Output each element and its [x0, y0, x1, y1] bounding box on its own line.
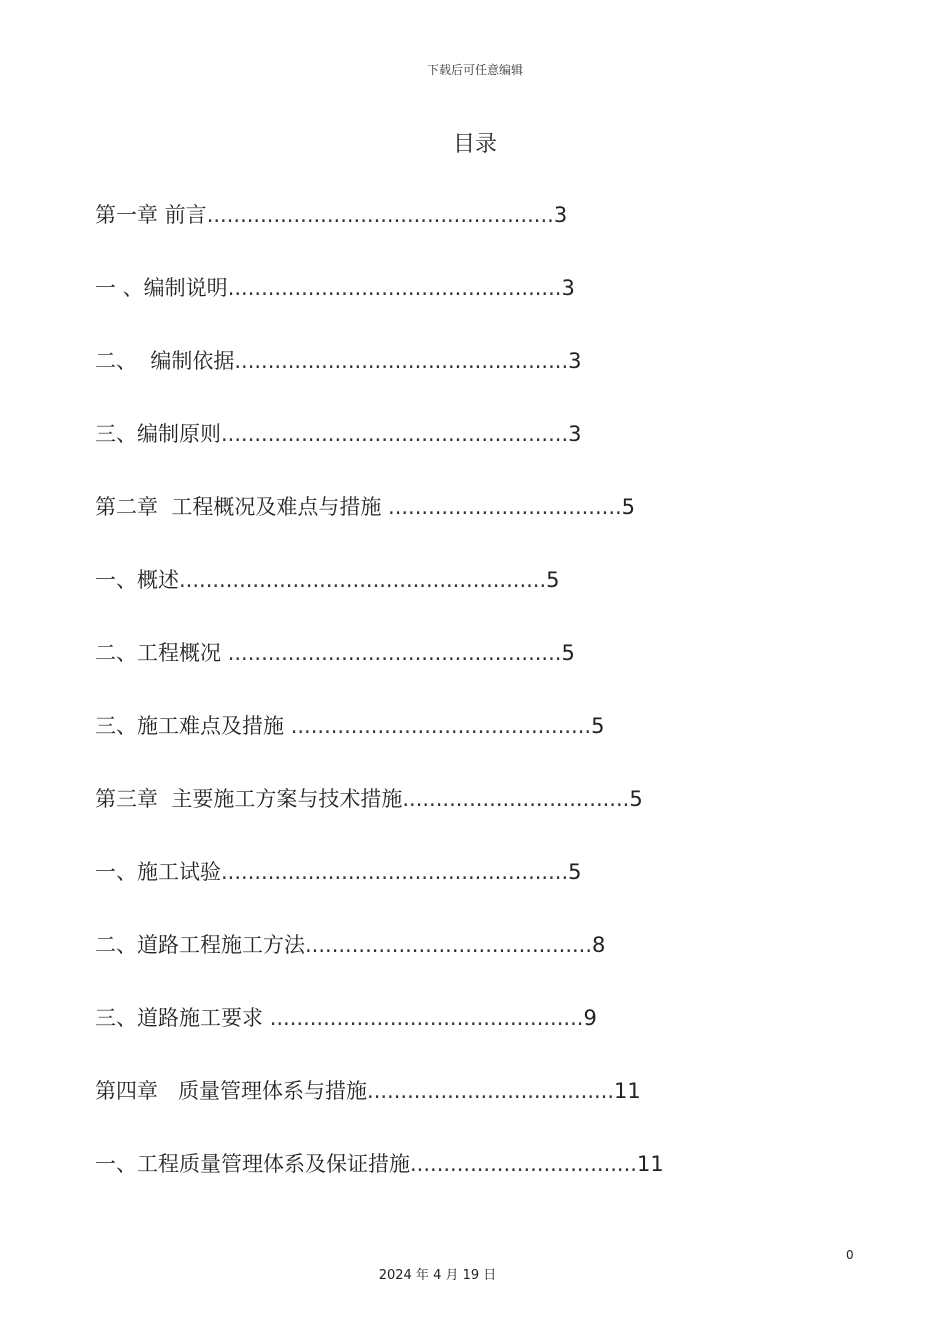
toc-leader-dots: ...................................	[388, 495, 622, 519]
toc-entry-text: 三、道路施工要求	[95, 1006, 270, 1030]
toc-page-number: 5	[546, 568, 560, 592]
toc-entry-text: 二、工程概况	[95, 641, 228, 665]
toc-page-number: 8	[592, 933, 606, 957]
toc-page-number: 3	[568, 422, 582, 446]
toc-entry-text: 一、工程质量管理体系及保证措施	[95, 1152, 410, 1176]
toc-entry-text: 一、概述	[95, 568, 179, 592]
toc-entry-text: 二、道路工程施工方法	[95, 933, 305, 957]
toc-entry-chapter-3[interactable]	[95, 780, 795, 853]
toc-entry-text: 三、施工难点及措施	[95, 714, 291, 738]
toc-page-number: 3	[553, 203, 568, 227]
toc-entry-3-2[interactable]	[95, 926, 795, 999]
toc-title: 目录	[452, 132, 497, 157]
toc-leader-dots: .............................................	[290, 714, 592, 738]
toc-leader-dots: ....................................................	[206, 203, 554, 227]
toc-entry-chapter-1[interactable]	[95, 196, 795, 269]
toc-leader-dots: .......................................................	[179, 568, 547, 592]
toc-entry-3-3[interactable]	[95, 999, 795, 1072]
toc-entry-text: 第一章 前言	[95, 203, 207, 227]
toc-page-number: 5	[629, 787, 643, 811]
toc-page-number: 3	[568, 349, 582, 373]
toc-page-number: 5	[568, 860, 582, 884]
toc-page-number: 3	[561, 276, 575, 300]
toc-entry-chapter-2[interactable]	[95, 488, 795, 561]
toc-page-number: 9	[583, 1006, 597, 1030]
toc-entry-2-1[interactable]	[95, 561, 795, 634]
toc-leader-dots: .....................................	[367, 1079, 615, 1103]
toc-entry-text: 第三章 主要施工方案与技术措施	[95, 787, 403, 811]
toc-entry-1-2[interactable]	[95, 342, 795, 415]
toc-entry-4-1[interactable]	[95, 1145, 795, 1218]
toc-entry-text: 第四章 质量管理体系与措施	[95, 1079, 368, 1103]
toc-leader-dots: ..................................................	[227, 641, 562, 665]
toc-entry-2-3[interactable]	[95, 707, 795, 780]
toc-leader-dots: ..................................	[402, 787, 630, 811]
toc-entry-2-2[interactable]	[95, 634, 795, 707]
toc-entry-text: 第二章 工程概况及难点与措施	[95, 495, 389, 519]
toc-page-number: 5	[621, 495, 636, 519]
toc-entry-text: 一、施工试验	[95, 860, 221, 884]
toc-entry-1-1[interactable]	[95, 269, 795, 342]
toc-entry-3-1[interactable]	[95, 853, 795, 926]
toc-entry-text: 二、 编制依据	[95, 349, 235, 373]
toc-leader-dots: ...........................................	[305, 933, 593, 957]
toc-leader-dots: ..................................	[410, 1152, 637, 1176]
toc-leader-dots: ...............................................	[269, 1006, 584, 1030]
header-note: 下载后可任意编辑	[426, 63, 523, 77]
toc-leader-dots: ....................................................	[221, 860, 569, 884]
toc-entry-text: 三、编制原则	[95, 422, 221, 446]
page-number: 0	[846, 1248, 854, 1262]
toc-leader-dots: ....................................................	[221, 422, 569, 446]
toc-entry-1-3[interactable]	[95, 415, 795, 488]
toc-page-number: 5	[591, 714, 605, 738]
footer-date: 2024 年 4 月 19 日	[378, 1268, 497, 1283]
table-of-contents	[95, 196, 795, 1218]
toc-leader-dots: ..................................................	[234, 349, 569, 373]
toc-page-number: 11	[614, 1079, 641, 1103]
toc-page-number: 5	[561, 641, 575, 665]
toc-entry-text: 一 、编制说明	[95, 276, 228, 300]
toc-page-number: 11	[636, 1152, 664, 1176]
toc-entry-chapter-4[interactable]	[95, 1072, 795, 1145]
toc-leader-dots: ..................................................	[227, 276, 562, 300]
